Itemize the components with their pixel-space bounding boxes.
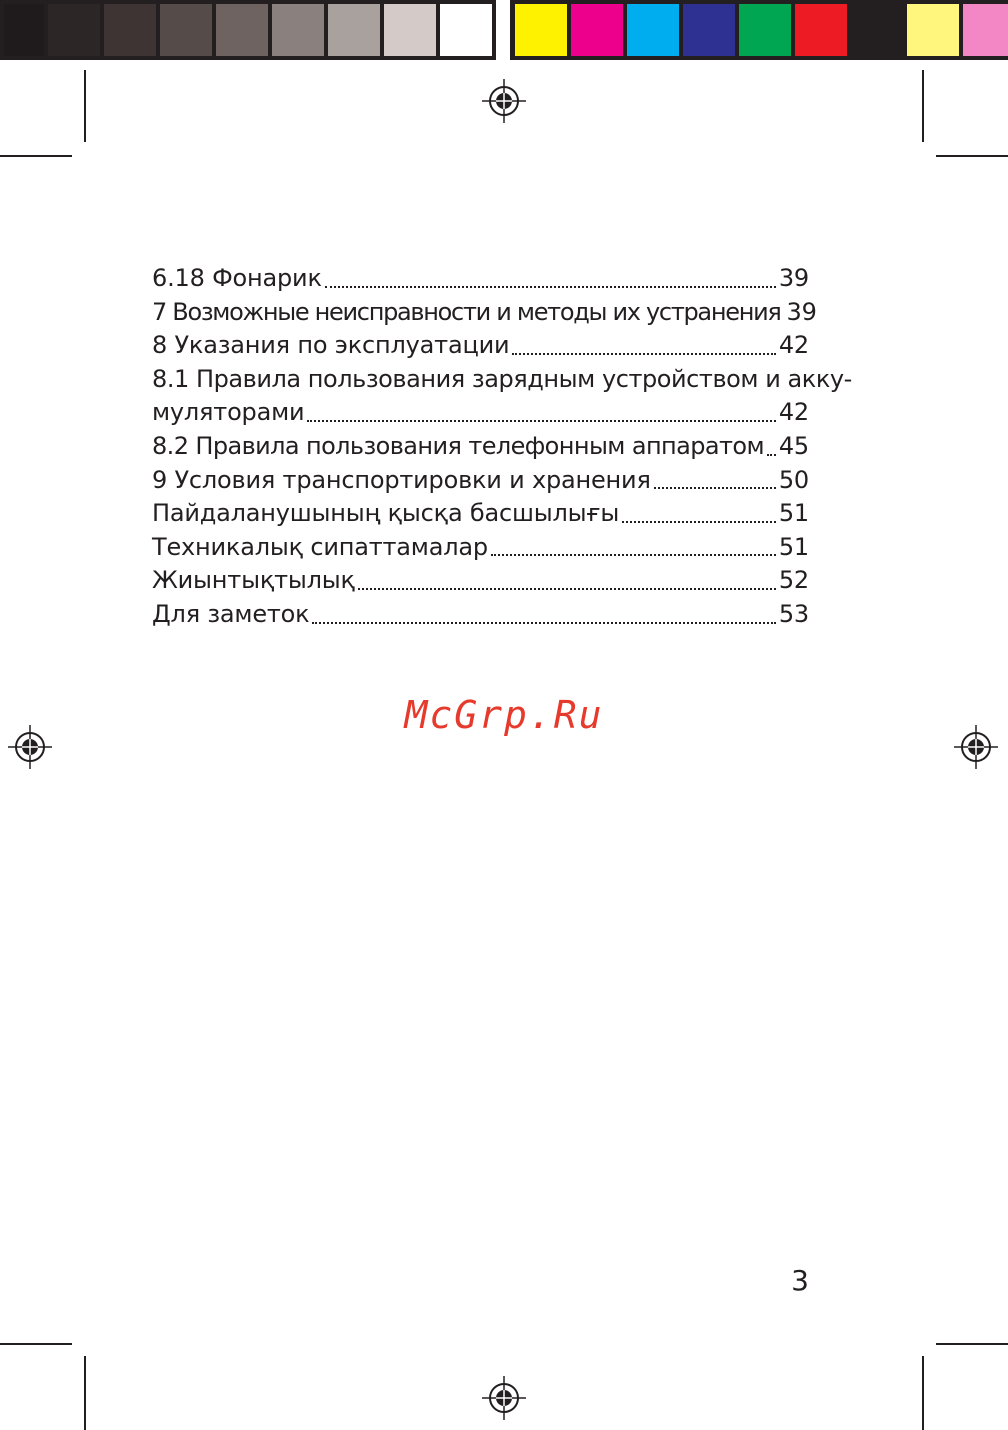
color-swatch [851,4,903,56]
toc-entry[interactable] [152,363,852,397]
toc-entry[interactable] [152,329,809,363]
toc-entry-title: 6.18 Фонарик [152,264,322,292]
dot-leader [358,588,776,590]
toc-entry[interactable] [152,262,809,296]
crop-mark [0,155,72,157]
table-of-contents [152,262,852,632]
toc-entry[interactable] [152,464,809,498]
toc-entry-title: 8.1 Правила пользования зарядным устройством и акку- [152,364,852,393]
toc-entry-page: 42 [778,331,809,360]
dot-leader [325,286,776,288]
toc-entry[interactable] [152,598,809,632]
toc-entry-title: Для заметок [152,599,310,628]
toc-entry-page: 42 [778,398,809,427]
toc-entry-title: 8.2 Правила пользования телефонным аппаратом [152,431,764,460]
registration-mark-icon [480,77,528,125]
dot-leader [767,454,776,456]
color-swatch [571,4,623,56]
color-swatch [739,4,791,56]
watermark: McGrp.Ru [404,693,604,737]
registration-mark-icon [480,1374,528,1422]
color-swatch [683,4,735,56]
dot-leader [512,353,775,355]
crop-mark [936,1343,1008,1345]
toc-entry-page: 51 [778,532,809,561]
toc-entry-page: 50 [778,465,809,494]
toc-entry[interactable] [152,564,809,598]
gray-swatch [104,4,156,56]
gray-swatch [216,4,268,56]
toc-entry-title: муляторами [152,398,305,427]
toc-entry-page: 52 [778,566,809,595]
dot-leader [654,487,776,489]
toc-entry-title: 8 Указания по эксплуатации [152,331,510,360]
toc-entry-page: 53 [778,599,809,628]
crop-mark [936,155,1008,157]
toc-entry-title: Пайдаланушының қысқа басшылығы [152,499,620,528]
gray-swatch [160,4,212,56]
toc-entry-title: Жиынтықтылық [152,566,355,595]
crop-mark [84,1356,86,1430]
toc-entry[interactable] [152,430,809,464]
gray-swatch [440,4,492,56]
toc-entry[interactable] [152,497,809,531]
gray-swatch [384,4,436,56]
toc-entry[interactable] [152,396,809,430]
color-swatch [907,4,959,56]
color-swatch [795,4,847,56]
crop-mark [922,1356,924,1430]
toc-entry-title: 9 Условия транспортировки и хранения [152,465,651,494]
gray-swatch [4,4,44,56]
dot-leader [622,521,776,523]
crop-mark [0,1343,72,1345]
toc-entry-title: Техникалық сипаттамалар [152,532,488,561]
gray-swatch [272,4,324,56]
color-swatch [963,4,1008,56]
dot-leader [307,420,775,422]
page-number: 3 [791,1264,809,1297]
color-calibration-bar [0,0,1008,60]
gray-swatch [48,4,100,56]
color-swatch [627,4,679,56]
gray-swatch [328,4,380,56]
crop-mark [922,70,924,142]
toc-entry[interactable] [152,296,817,330]
toc-entry-title: 7 Возможные неисправности и методы их устранения [152,297,781,326]
toc-entry-page: 39 [778,264,809,292]
dot-leader [312,622,775,624]
toc-entry-page: 45 [778,431,809,460]
crop-mark [84,70,86,142]
dot-leader [491,554,776,556]
color-swatch [515,4,567,56]
toc-entry-page: 51 [778,499,809,528]
toc-entry[interactable] [152,531,809,565]
toc-entry-page: 39 [786,297,817,326]
